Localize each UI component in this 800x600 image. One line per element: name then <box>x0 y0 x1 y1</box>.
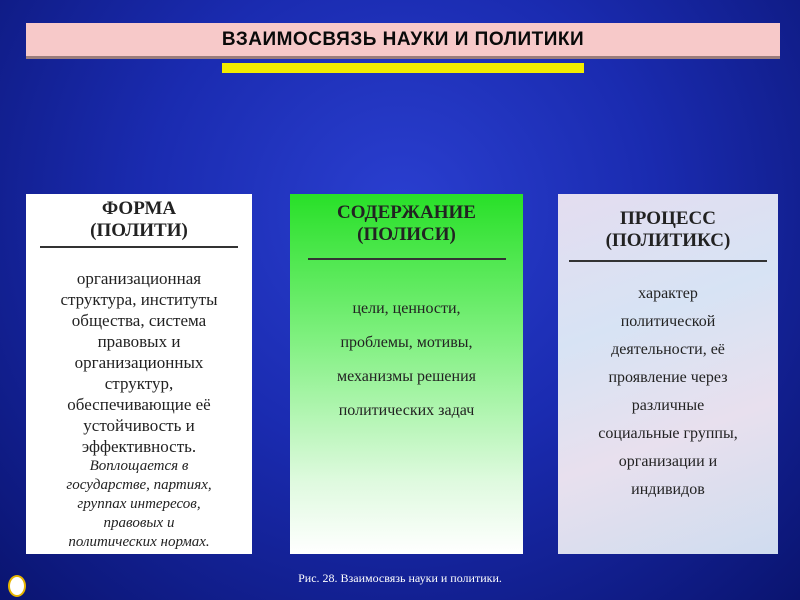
panel-process-heading-line1: ПРОЦЕСС <box>620 208 716 229</box>
panel-form-rule <box>40 246 238 248</box>
italic-line: политических нормах. <box>68 534 210 550</box>
panel-form-heading-line2: (ПОЛИТИ) <box>90 220 188 241</box>
figure-caption: Рис. 28. Взаимосвязь науки и политики. <box>298 571 502 585</box>
panel-content-heading-line2: (ПОЛИСИ) <box>357 224 456 245</box>
body-line: правовых и <box>97 332 181 351</box>
body-line: политической <box>620 313 716 330</box>
italic-line: правовых и <box>103 515 175 531</box>
body-line: проявление через <box>608 369 728 386</box>
title-bar <box>26 23 780 59</box>
body-line: эффективность. <box>81 437 197 456</box>
panel-content <box>290 194 523 554</box>
panel-content-heading-line1: СОДЕРЖАНИЕ <box>337 202 476 223</box>
panel-process-body <box>558 280 778 504</box>
panel-form-heading-line1: ФОРМА <box>101 198 177 219</box>
title-underline <box>222 63 584 73</box>
italic-line: государстве, партиях, <box>66 477 212 493</box>
panel-process <box>558 194 778 554</box>
body-line: механизмы решения <box>336 368 476 385</box>
panel-form-heading <box>26 198 252 242</box>
panel-content-heading <box>290 202 523 246</box>
diagram-title: ВЗАИМОСВЯЗЬ НАУКИ И ПОЛИТИКИ <box>221 28 585 50</box>
body-line: обеспечивающие её <box>67 395 211 414</box>
panel-form-body <box>26 268 252 457</box>
body-line: организации и <box>618 453 718 470</box>
panel-form <box>26 194 252 554</box>
panel-content-body <box>290 292 523 428</box>
panel-process-heading <box>558 208 778 252</box>
panel-process-heading-line2: (ПОЛИТИКС) <box>605 230 731 251</box>
body-line: политических задач <box>338 402 475 419</box>
body-line: индивидов <box>631 481 705 498</box>
italic-line: группах интересов, <box>77 496 201 512</box>
body-line: деятельности, её <box>611 341 725 358</box>
emblem-icon <box>8 575 26 597</box>
body-line: устойчивость и <box>83 416 195 435</box>
body-line: организационных <box>74 353 204 372</box>
body-line: проблемы, мотивы, <box>340 334 473 351</box>
body-line: структура, институты <box>60 290 218 309</box>
body-line: цели, ценности, <box>352 300 461 317</box>
body-line: социальные группы, <box>598 425 738 442</box>
body-line: общества, система <box>71 311 207 330</box>
panel-content-rule <box>308 258 506 260</box>
panel-form-italic <box>26 457 252 552</box>
body-line: структур, <box>104 374 174 393</box>
panel-process-rule <box>569 260 767 262</box>
body-line: организационная <box>76 269 202 288</box>
body-line: характер <box>638 285 698 302</box>
italic-line: Воплощается в <box>89 458 189 474</box>
body-line: различные <box>631 397 705 414</box>
